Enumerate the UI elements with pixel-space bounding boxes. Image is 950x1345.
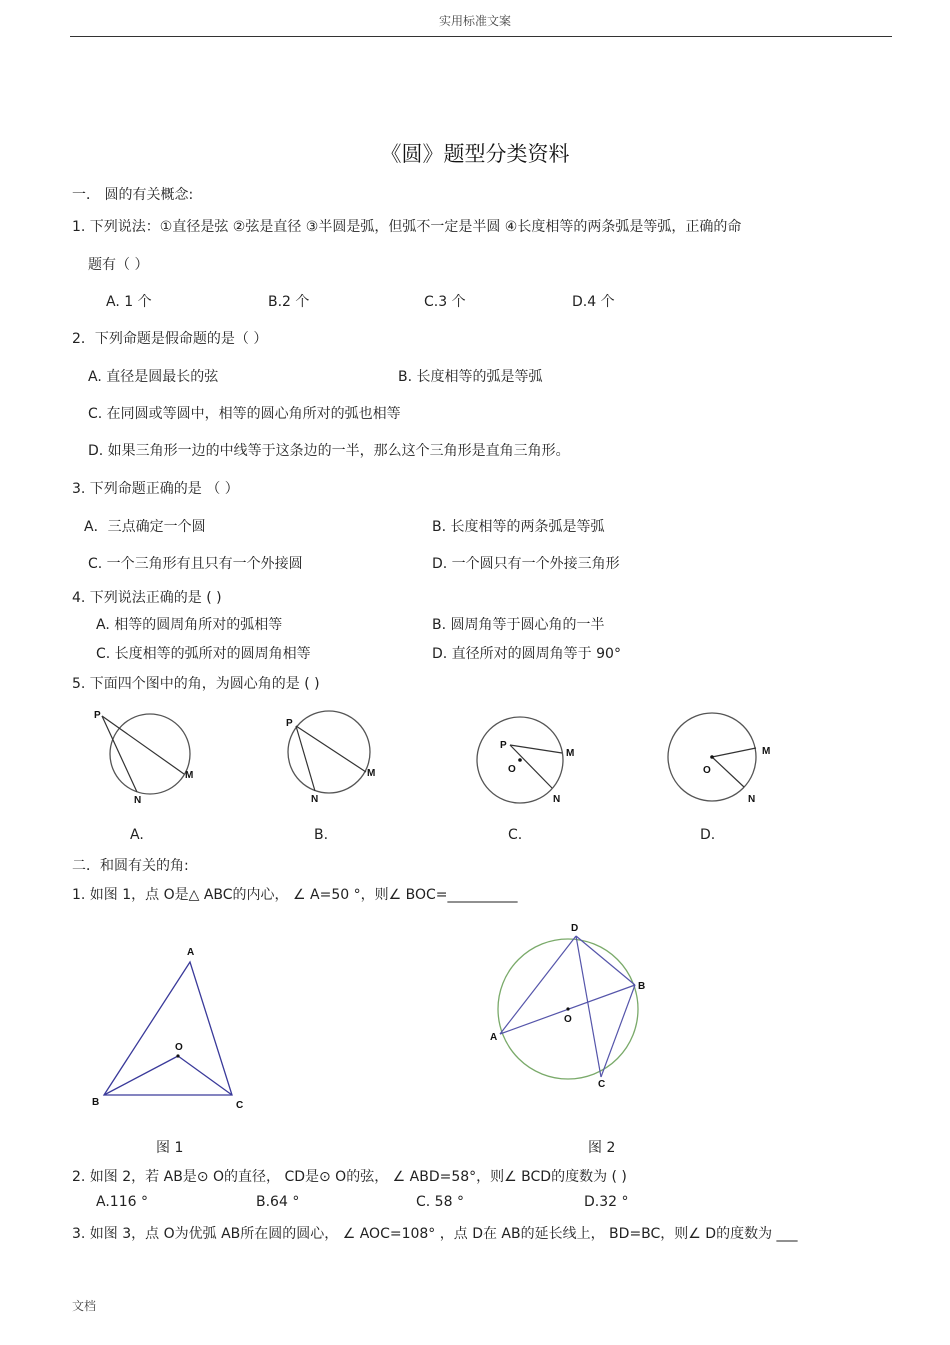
q5-figure-b: [280, 704, 395, 809]
q5-option-a: A.: [130, 827, 144, 843]
q2-stem: 2．下列命题是假命题的是（ ）: [72, 331, 268, 347]
fig1-label-b: B: [92, 1097, 100, 1108]
q1-line2: 题有（ ）: [88, 257, 149, 273]
figure-2: [486, 918, 656, 1093]
fig1-caption: 图 1: [156, 1140, 184, 1156]
fig2-chord-dc: [576, 936, 601, 1077]
fig1-label-a: A: [187, 947, 195, 958]
q5a-label-m: M: [185, 770, 194, 781]
q5c-label-o: O: [508, 764, 516, 775]
s2-q2-option-d: D.32 °: [584, 1194, 629, 1210]
header-rule: [70, 36, 892, 37]
q4-option-c: C. 长度相等的弧所对的圆周角相等: [96, 646, 311, 662]
q5b-label-p: P: [286, 718, 293, 729]
fig2-label-o: O: [564, 1014, 572, 1025]
q4-option-d: D. 直径所对的圆周角等于 90°: [432, 646, 621, 662]
fig2-label-c: C: [598, 1079, 606, 1090]
q5d-label-n: N: [748, 794, 756, 805]
q5b-line-pn: [296, 726, 315, 791]
q5-figure-d: [660, 706, 780, 811]
fig1-triangle-abc: [104, 962, 232, 1095]
q1-option-c: C.3 个: [424, 294, 466, 310]
q2-option-d: D. 如果三角形一边的中线等于这条边的一半，那么这个三角形是直角三角形。: [88, 443, 570, 459]
q5-option-d: D.: [700, 827, 716, 843]
q3-option-a: A．三点确定一个圆: [84, 519, 206, 535]
q5c-line-pm: [510, 745, 562, 753]
fig1-label-c: C: [236, 1100, 244, 1111]
q5c-label-p: P: [500, 740, 507, 751]
fig2-caption: 图 2: [588, 1140, 616, 1156]
s2-q2-option-a: A.116 °: [96, 1194, 148, 1210]
q3-stem: 3. 下列命题正确的是 （ ）: [72, 481, 239, 497]
q5a-label-p: P: [94, 710, 101, 721]
fig1-line-co: [178, 1056, 232, 1095]
q5d-line-om: [712, 748, 756, 757]
section1-heading: 一． 圆的有关概念:: [72, 187, 194, 203]
q5b-circle: [288, 711, 370, 793]
fig2-point-o: [566, 1007, 569, 1010]
q5-option-c: C.: [508, 827, 523, 843]
q4-option-a: A. 相等的圆周角所对的弧相等: [96, 617, 283, 633]
section2-heading: 二．和圆有关的角:: [72, 858, 189, 874]
q5a-line-pm: [102, 716, 184, 774]
q5-stem: 5. 下面四个图中的角，为圆心角的是 ( ): [72, 676, 320, 692]
q4-stem: 4. 下列说法正确的是 ( ): [72, 590, 222, 606]
q5-figure-c: [470, 708, 585, 813]
page-footer: 文档: [72, 1299, 97, 1313]
q5d-center-dot: [710, 755, 714, 759]
q5c-label-n: N: [553, 794, 561, 805]
q5d-label-m: M: [762, 746, 771, 757]
q3-option-b: B. 长度相等的两条弧是等弧: [432, 519, 605, 535]
q1-option-d: D.4 个: [572, 294, 615, 310]
q5-option-b: B.: [314, 827, 329, 843]
q5a-label-n: N: [134, 795, 142, 806]
q3-option-d: D. 一个圆只有一个外接三角形: [432, 556, 620, 572]
q1-option-b: B.2 个: [268, 294, 310, 310]
q5d-line-on: [712, 757, 744, 787]
fig2-chord-bc: [601, 985, 635, 1077]
q1-option-a: A. 1 个: [106, 294, 152, 310]
fig2-chord-db: [576, 936, 635, 985]
fig1-label-o: O: [175, 1042, 183, 1053]
page-title: 《圆》题型分类资料: [380, 142, 570, 166]
fig1-point-o: [176, 1054, 179, 1057]
q5c-label-m: M: [566, 748, 575, 759]
s2-q2-option-b: B.64 °: [256, 1194, 300, 1210]
q5b-label-m: M: [367, 768, 376, 779]
figure-1: [86, 940, 256, 1120]
q2-option-b: B. 长度相等的弧是等弧: [398, 369, 543, 385]
fig2-label-a: A: [490, 1032, 498, 1043]
q1-line1: 1. 下列说法：①直径是弦 ②弦是直径 ③半圆是弧，但弧不一定是半圆 ④长度相等的两条弧是等弧，正确的命: [72, 219, 742, 235]
q5c-center-dot: [518, 758, 522, 762]
s2-q2-stem: 2. 如图 2，若 AB是⊙ O的直径， CD是⊙ O的弦， ∠ ABD=58°，则∠ BCD的度数为 ( ): [72, 1169, 627, 1185]
q4-option-b: B. 圆周角等于圆心角的一半: [432, 617, 605, 633]
q5d-label-o: O: [703, 765, 711, 776]
s2-q2-option-c: C. 58 °: [416, 1194, 464, 1210]
q3-option-c: C. 一个三角形有且只有一个外接圆: [88, 556, 303, 572]
s2-q1-text: 1. 如图 1，点 O是△ ABC的内心， ∠ A=50 °，则∠ BOC=__________: [72, 887, 518, 903]
q5a-circle: [110, 714, 190, 794]
q5b-line-pm: [296, 726, 366, 772]
q5c-line-pn: [510, 745, 552, 788]
q2-option-a: A. 直径是圆最长的弦: [88, 369, 219, 385]
q5-figure-a: [88, 704, 203, 809]
q2-option-c: C. 在同圆或等圆中，相等的圆心角所对的弧也相等: [88, 406, 401, 422]
fig1-line-bo: [104, 1056, 178, 1095]
s2-q3-text: 3. 如图 3，点 O为优弧 AB所在圆的圆心， ∠ AOC=108° ，点 D在 AB的延长线上， BD=BC，则∠ D的度数为 ___: [72, 1226, 798, 1242]
fig2-label-b: B: [638, 981, 646, 992]
q5b-label-n: N: [311, 794, 319, 805]
page-header: 实用标准文案: [438, 14, 511, 28]
fig2-label-d: D: [571, 923, 579, 934]
